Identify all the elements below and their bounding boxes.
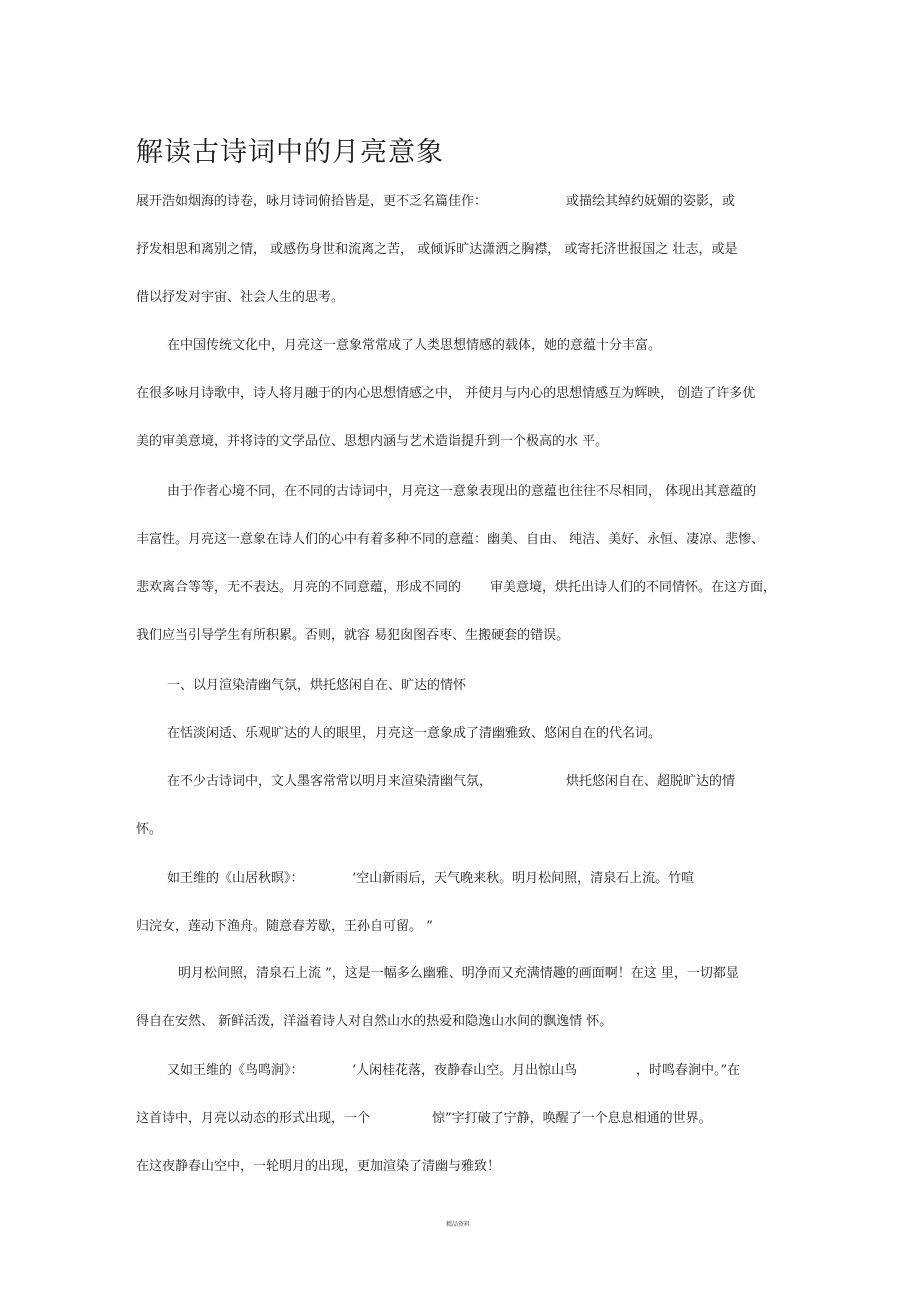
poem-quote-line: ，时鸣春涧中。”在 [636,1063,741,1078]
paragraph-line: 这首诗中，月亮以动态的形式出现，一个 [136,1111,371,1126]
paragraph-line: 明月松间照，清泉石上流 ”，这是一幅多么幽雅、明净而又充满情趣的画面啊！在这 里，一切都显 [178,966,739,981]
paragraph-line: 美的审美意境，并将诗的文学品位、思想内涵与艺术造诣提升到一个极高的水 平。 [136,434,609,449]
paragraph-line: 在很多咏月诗歌中，诗人将月融于的内心思想情感之中， 并使月与内心的思想情感互为辉映， 创造了许多优 [136,386,756,401]
document-title: 解读古诗词中的月亮意象 [136,137,444,168]
paragraph-line: 或描绘其绰约妩媚的姿影，或 [566,194,736,209]
paragraph-line: 在不少古诗词中，文人墨客常常以明月来渲染清幽气氛， [167,774,493,789]
paragraph-line: 抒发相思和离别之情， 或感伤身世和流离之苦， 或倾诉旷达潇洒之胸襟， 或寄托济世报国之 壮志，或是 [136,242,738,257]
paragraph-line: 烘托悠闲自在、超脱旷达的情 [566,774,736,789]
paragraph-line: 在中国传统文化中，月亮这一意象常常成了人类思想情感的载体，她的意蕴十分丰富。 [167,338,662,353]
paragraph-line: 怀。 [136,822,163,837]
paragraph-line: 如王维的《山居秋暝》： [167,871,304,886]
paragraph-line: 悲欢离合等等，无不表达。月亮的不同意蕴，形成不同的 [136,580,462,595]
poem-quote-line: ‘人闲桂花落，夜静春山空。月出惊山鸟 [352,1063,578,1078]
paragraph-line: 借以抒发对宇宙、社会人生的思考。 [136,290,345,305]
paragraph-line: 由于作者心境不同，在不同的古诗词中，月亮这一意象表现出的意蕴也往往不尽相同， 体现出其意蕴的 [167,484,757,499]
paragraph-line: 我们应当引导学生有所积累。否则，就容 易犯囱图吞枣、生搬硬套的错误。 [136,628,570,643]
paragraph-line: 审美意境，烘托出诗人们的不同情怀。在这方面， [490,580,777,595]
paragraph-line: 丰富性。月亮这一意象在诗人们的心中有着多种不同的意蕴：幽美、自由、 纯洁、美好、永恒、凄凉、悲惨、 [136,532,765,547]
paragraph-line: 在这夜静春山空中，一轮明月的出现，更加渲染了清幽与雅致！ [136,1159,501,1174]
paragraph-line: 惊”字打破了宁静，唤醒了一个息息相通的世界。 [432,1111,712,1126]
paragraph-line: 又如王维的《鸟鸣涧》： [167,1063,304,1078]
poem-quote-line: ‘空山新雨后，天气晚来秋。明月松间照，清泉石上流。竹喧 [352,871,695,886]
page-footer: 精品资料 [446,1221,471,1228]
paragraph-line: 得自在安然、 新鲜活泼，洋溢着诗人对自然山水的热爱和隐逸山水间的飘逸情 怀。 [136,1014,613,1029]
paragraph-line: 在恬淡闲适、乐观旷达的人的眼里，月亮这一意象成了清幽雅致、悠闲自在的代名词。 [167,726,662,741]
poem-quote-line: 归浣女，莲动下渔舟。随意春芳歇，王孙自可留。 ” [136,919,433,934]
section-heading: 一、以月渲染清幽气氛，烘托悠闲自在、旷达的情怀 [167,678,467,693]
paragraph-line: 展开浩如烟海的诗卷，咏月诗词俯拾皆是，更不乏名篇佳作： [136,194,488,209]
